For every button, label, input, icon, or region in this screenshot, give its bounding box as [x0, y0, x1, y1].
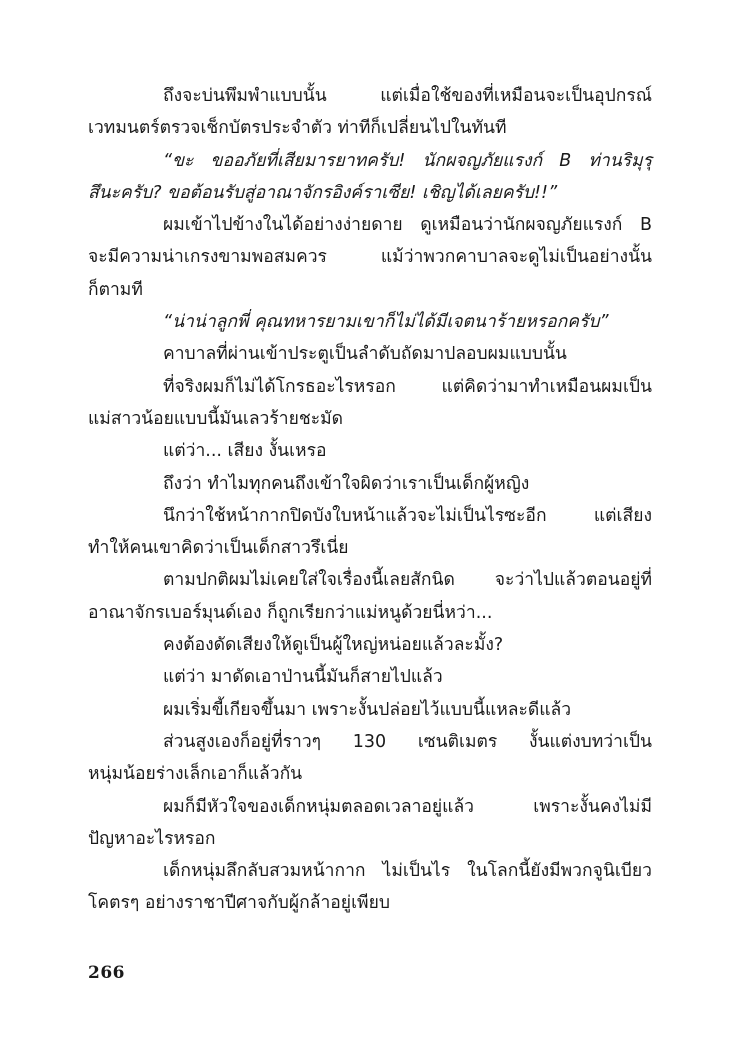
text-line: นึกว่าใช้หน้ากากปิดบังใบหน้าแล้วจะไม่เป็นไรซะอีก แต่เสียง	[163, 505, 652, 526]
text-line: อาณาจักรเบอร์มุนด์เอง ก็ถูกเรียกว่าแม่หนูด้วยนี่หว่า...	[88, 602, 493, 623]
text-line: ตามปกติผมไม่เคยใส่ใจเรื่องนี้เลยสักนิด จะว่าไปแล้วตอนอยู่ที่	[163, 570, 652, 591]
text-line: แม่สาวน้อยแบบนี้มันเลวร้ายชะมัด	[88, 408, 344, 429]
text-line: โคตรๆ อย่างราชาปีศาจกับผู้กล้าอยู่เพียบ	[88, 893, 390, 914]
text-line: ผมก็มีหัวใจของเด็กหนุ่มตลอดเวลาอยู่แล้ว เพราะงั้นคงไม่มี	[163, 796, 652, 817]
text-line: หนุ่มน้อยร่างเล็กเอาก็แล้วกัน	[88, 764, 303, 785]
text-line: ถึงจะบ่นพึมพำแบบนั้น แต่เมื่อใช้ของที่เหมือนจะเป็นอุปกรณ์	[163, 86, 652, 106]
text-line: แต่ว่า... เสียง งั้นเหรอ	[163, 441, 327, 462]
text-line: ก็ตามที	[88, 279, 143, 300]
text-line: เด็กหนุ่มลึกลับสวมหน้ากาก ไม่เป็นไร ในโลกนี้ยังมีพวกจูนิเบียว	[163, 861, 652, 882]
text-line: คาบาลที่ผ่านเข้าประตูเป็นลำดับถัดมาปลอบผมแบบนั้น	[163, 344, 567, 365]
text-line: ผมเข้าไปข้างในได้อย่างง่ายดาย ดูเหมือนว่านักผจญภัยแรงก์ B	[163, 215, 652, 236]
dialogue-line: “น่าน่าลูกพี่ คุณทหารยามเขาก็ไม่ได้มีเจตนาร้ายหรอกครับ”	[163, 312, 609, 333]
text-line: ถึงว่า ทำไมทุกคนถึงเข้าใจผิดว่าเราเป็นเด็กผู้หญิง	[163, 473, 530, 494]
text-line: ทำให้คนเขาคิดว่าเป็นเด็กสาวรึเนี่ย	[88, 538, 349, 559]
text-line: ผมเริ่มขี้เกียจขึ้นมา เพราะงั้นปล่อยไว้แบบนี้แหละดีแล้ว	[163, 699, 572, 720]
page-number: 266	[88, 963, 125, 983]
book-page-text	[88, 80, 652, 920]
dialogue-line: “ขะ ขออภัยที่เสียมารยาทครับ! นักผจญภัยแรงก์ B ท่านริมุรุ	[163, 150, 652, 171]
text-line: ที่จริงผมก็ไม่ได้โกรธอะไรหรอก แต่คิดว่ามาทำเหมือนผมเป็น	[163, 376, 652, 397]
text-line: เวทมนตร์ตรวจเช็กบัตรประจำตัว ท่าทีก็เปลี่ยนไปในทันที	[88, 118, 507, 139]
text-line: ปัญหาอะไรหรอก	[88, 828, 216, 849]
text-line: ส่วนสูงเองก็อยู่ที่ราวๆ 130 เซนติเมตร งั้นแต่งบทว่าเป็น	[163, 731, 652, 752]
text-line: จะมีความน่าเกรงขามพอสมควร แม้ว่าพวกคาบาลจะดูไม่เป็นอย่างนั้น	[88, 247, 652, 268]
text-line: แต่ว่า มาดัดเอาป่านนี้มันก็สายไปแล้ว	[163, 667, 443, 688]
dialogue-line: สึนะครับ? ขอต้อนรับสู่อาณาจักรอิงค์ราเซีย! เชิญได้เลยครับ!!”	[88, 182, 558, 203]
text-line: คงต้องดัดเสียงให้ดูเป็นผู้ใหญ่หน่อยแล้วละมั้ง?	[163, 635, 504, 656]
